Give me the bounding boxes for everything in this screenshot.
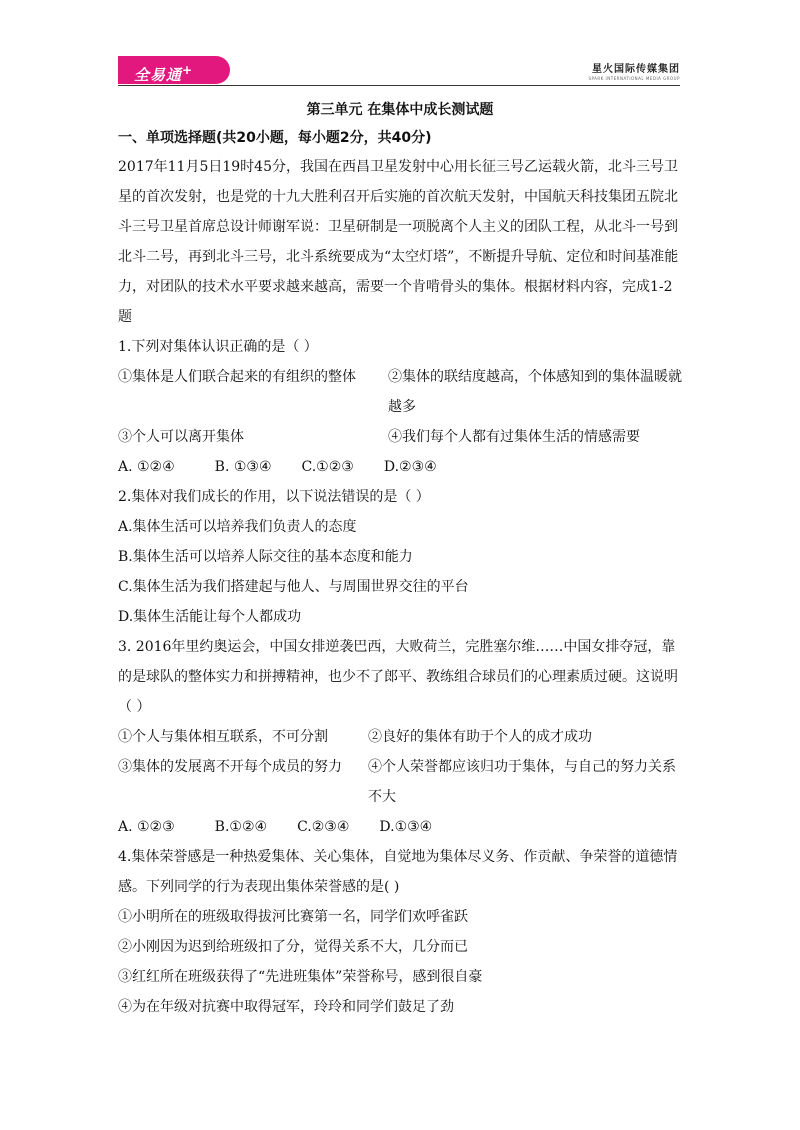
question-1-options — [118, 452, 682, 482]
statement: ③个人可以离开集体 — [118, 429, 244, 445]
question-3-stem: 3. 2016年里约奥运会，中国女排逆袭巴西，大败荷兰，完胜塞尔维……中国女排夺冠，靠的是球队的整体实力和拼搏精神，也少不了郎平、教练组合球员们的心理素质过硬。这说明（ ） — [118, 639, 678, 715]
question-2-option-a: A.集体生活可以培养我们负责人的态度 — [118, 519, 357, 535]
statement: ④我们每个人都有过集体生活的情感需要 — [388, 429, 640, 445]
question-4-statement-3: ③红红所在班级获得了“先进班集体”荣誉称号，感到很自豪 — [118, 969, 483, 985]
question-1-stem: 1.下列对集体认识正确的是（ ） — [118, 339, 318, 355]
logo-text: 全易通 — [134, 66, 183, 84]
document-body — [118, 100, 682, 1022]
question-4-statement-1: ①小明所在的班级取得拔河比赛第一名，同学们欢呼雀跃 — [118, 909, 468, 925]
question-3-statements-row1 — [118, 722, 682, 752]
option: C.①②③ — [301, 459, 354, 475]
option: D.①③④ — [379, 819, 433, 835]
publisher-name: 星火国际传媒集团 — [592, 64, 680, 75]
statement: ③集体的发展离不开每个成员的努力 — [118, 759, 342, 775]
statement: ①个人与集体相互联系，不可分割 — [118, 729, 328, 745]
page-header — [118, 56, 680, 90]
question-2-option-d: D.集体生活能让每个人都成功 — [118, 609, 302, 625]
publisher-mark — [588, 60, 680, 81]
section-heading: 一、单项选择题(共20小题，每小题2分，共40分) — [118, 130, 432, 146]
question-4-statement-2: ②小刚因为迟到给班级扣了分，觉得关系不大，几分而已 — [118, 939, 468, 955]
option: D.②③④ — [383, 459, 437, 475]
header-divider — [118, 85, 680, 86]
question-4-stem: 4.集体荣誉感是一种热爱集体、关心集体，自觉地为集体尽义务、作贡献、争荣誉的道德情感。下列同学的行为表现出集体荣誉感的是( ) — [118, 849, 678, 895]
question-2-stem: 2.集体对我们成长的作用，以下说法错误的是（ ） — [118, 489, 430, 505]
option: A. ①②③ — [118, 819, 175, 835]
question-3-statements-row2 — [118, 752, 682, 812]
logo-plus: + — [182, 63, 194, 77]
statement: ④个人荣誉都应该归功于集体，与自己的努力关系不大 — [368, 759, 676, 805]
option: B. ①③④ — [214, 459, 272, 475]
question-1-statements-row2 — [118, 422, 682, 452]
page-title: 第三单元 在集体中成长测试题 — [306, 102, 494, 118]
option: B.①②④ — [214, 819, 268, 835]
option: C.②③④ — [297, 819, 350, 835]
question-1-statements-row1 — [118, 362, 682, 422]
publisher-name-en: SPARK INTERNATIONAL MEDIA GROUP — [588, 76, 680, 81]
brand-logo — [118, 56, 230, 84]
question-2-option-c: C.集体生活为我们搭建起与他人、与周围世界交往的平台 — [118, 579, 469, 595]
statement: ①集体是人们联合起来的有组织的整体 — [118, 369, 356, 385]
statement: ②良好的集体有助于个人的成才成功 — [368, 729, 592, 745]
question-4-statement-4: ④为在年级对抗赛中取得冠军，玲玲和同学们鼓足了劲 — [118, 999, 454, 1015]
question-3-options — [118, 812, 682, 842]
statement: ②集体的联结度越高，个体感知到的集体温暖就越多 — [388, 369, 682, 415]
option: A. ①②④ — [118, 459, 175, 475]
question-2-option-b: B.集体生活可以培养人际交往的基本态度和能力 — [118, 549, 413, 565]
material-paragraph: 2017年11月5日19时45分，我国在西昌卫星发射中心用长征三号乙运载火箭，北斗三号卫星的首次发射，也是党的十九大胜利召开后实施的首次航天发射，中国航天科技集团五院北斗三号卫星首席总设计师谢军说：卫星研制是一项脱离个人主义的团队工程，从北斗一号到北斗二号，再到北斗三号，北斗系统要成为“太空灯塔”，不断提升导航、定位和时间基准能力，对团队的技术水平要求越来越高，需要一个肯啃骨头的集体。根据材料内容，完成1-2题 — [118, 159, 679, 325]
